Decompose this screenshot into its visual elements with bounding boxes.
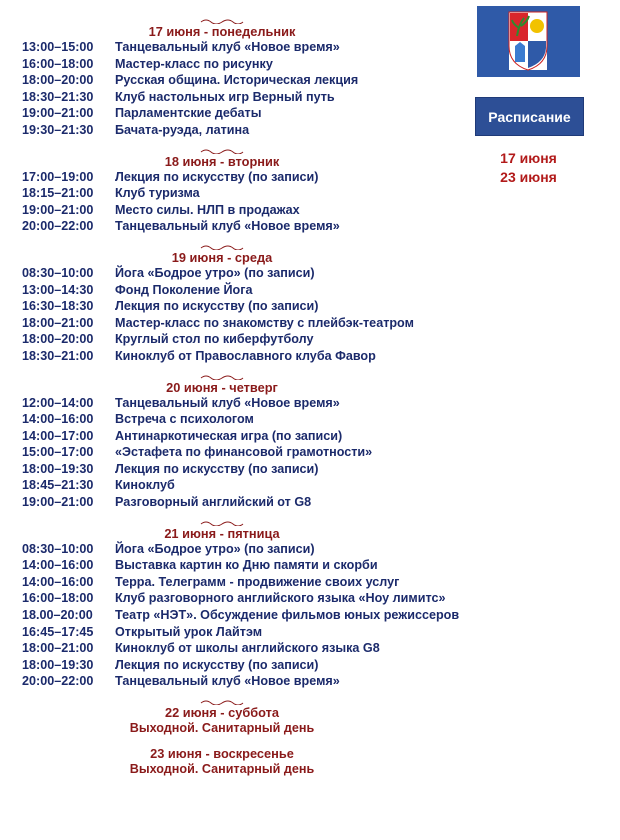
date-range	[475, 149, 582, 187]
event-time: 19:30–21:30	[22, 122, 94, 137]
event-row	[22, 411, 462, 428]
event-name: Открытый урок Лайтэм	[115, 624, 263, 639]
event-time: 18:00–21:00	[22, 315, 94, 330]
event-row	[22, 89, 462, 106]
event-row	[22, 574, 462, 591]
event-time: 18:00–19:30	[22, 657, 94, 672]
event-name: Киноклуб от Православного клуба Фавор	[115, 348, 376, 363]
event-time: 12:00–14:00	[22, 395, 94, 410]
day-note: Выходной. Санитарный день	[129, 721, 315, 735]
event-name: Танцевальный клуб «Новое время»	[115, 674, 340, 689]
event-name: Парламентские дебаты	[115, 106, 262, 121]
event-name: Киноклуб	[115, 478, 175, 493]
event-name: Круглый стол по киберфутболу	[115, 332, 314, 347]
day-title: 17 июня - понедельник	[148, 24, 296, 39]
event-row	[22, 348, 462, 365]
event-row	[22, 72, 462, 89]
day-header	[22, 244, 422, 265]
event-row	[22, 315, 462, 332]
day-note: Выходной. Санитарный день	[129, 762, 315, 776]
range-start: 17 июня	[500, 150, 557, 166]
event-name: Фонд Поколение Йога	[115, 282, 253, 297]
day-header	[22, 148, 422, 169]
event-name: Русская община. Историческая лекция	[115, 73, 359, 88]
event-time: 16:45–17:45	[22, 624, 94, 639]
event-row	[22, 590, 462, 607]
event-name: Лекция по искусству (по записи)	[115, 461, 319, 476]
sochi-coat-of-arms-icon	[477, 6, 580, 77]
event-time: 18:30–21:00	[22, 348, 94, 363]
event-name: Антинаркотическая игра (по записи)	[115, 428, 343, 443]
event-time: 08:30–10:00	[22, 541, 94, 556]
event-name: Мастер-класс по знакомству с плейбэк-театром	[115, 315, 414, 330]
event-time: 18:00–19:30	[22, 461, 94, 476]
event-row	[22, 640, 462, 657]
event-time: 16:30–18:30	[22, 299, 94, 314]
event-time: 14:00–17:00	[22, 428, 94, 443]
day-section	[22, 18, 462, 139]
day-header	[22, 374, 422, 395]
event-time: 20:00–22:00	[22, 219, 94, 234]
event-name: Клуб туризма	[115, 186, 200, 201]
event-name: Йога «Бодрое утро» (по записи)	[115, 265, 315, 280]
event-row	[22, 265, 462, 282]
event-name: Лекция по искусству (по записи)	[115, 169, 319, 184]
day-title: 18 июня - вторник	[164, 153, 280, 169]
event-time: 16:00–18:00	[22, 591, 94, 606]
event-name: Место силы. НЛП в продажах	[115, 202, 300, 217]
event-row	[22, 218, 462, 235]
event-time: 20:00–22:00	[22, 674, 94, 689]
event-time: 18:30–21:30	[22, 89, 94, 104]
event-row	[22, 122, 462, 139]
day-title: 19 июня - среда	[171, 249, 273, 265]
event-name: Танцевальный клуб «Новое время»	[115, 40, 340, 54]
event-row	[22, 673, 462, 690]
event-row	[22, 56, 462, 73]
event-row	[22, 494, 462, 511]
event-time: 18:00–20:00	[22, 73, 94, 88]
schedule-button[interactable]: Расписание	[475, 97, 584, 136]
event-time: 19:00–21:00	[22, 106, 94, 121]
event-time: 17:00–19:00	[22, 169, 94, 184]
event-time: 18:00–20:00	[22, 332, 94, 347]
event-row	[22, 541, 462, 558]
event-row	[22, 282, 462, 299]
event-name: Танцевальный клуб «Новое время»	[115, 395, 340, 410]
event-time: 08:30–10:00	[22, 265, 94, 280]
event-time: 13:00–15:00	[22, 40, 94, 54]
event-row	[22, 607, 462, 624]
event-time: 14:00–16:00	[22, 412, 94, 427]
event-time: 19:00–21:00	[22, 495, 94, 510]
event-row	[22, 395, 462, 412]
event-name: Лекция по искусству (по записи)	[115, 657, 319, 672]
event-name: Бачата-руэда, латина	[115, 122, 250, 137]
event-row	[22, 657, 462, 674]
event-name: Встреча с психологом	[115, 412, 254, 427]
event-name: Театр «НЭТ». Обсуждение фильмов юных режиссеров	[115, 608, 460, 623]
event-row	[22, 428, 462, 445]
event-time: 18:45–21:30	[22, 478, 94, 493]
event-time: 13:00–14:30	[22, 282, 94, 297]
day-header	[22, 746, 422, 761]
event-row	[22, 39, 462, 56]
event-row	[22, 105, 462, 122]
event-row	[22, 202, 462, 219]
event-row	[22, 624, 462, 641]
day-header	[22, 520, 422, 541]
day-section	[22, 520, 462, 690]
event-time: 18.00–20:00	[22, 608, 93, 623]
day-section	[22, 148, 462, 235]
event-row	[22, 557, 462, 574]
event-name: Йога «Бодрое утро» (по записи)	[115, 541, 315, 556]
event-name: Киноклуб от школы английского языка G8	[115, 641, 380, 656]
event-time: 14:00–16:00	[22, 574, 94, 589]
schedule	[22, 18, 462, 786]
event-name: Выставка картин ко Дню памяти и скорби	[115, 558, 378, 573]
event-row	[22, 169, 462, 186]
event-name: Разговорный английский от G8	[115, 495, 312, 510]
event-row	[22, 444, 462, 461]
event-name: «Эстафета по финансовой грамотности»	[115, 445, 373, 460]
event-name: Мастер-класс по рисунку	[115, 56, 273, 71]
day-title: 21 июня - пятница	[164, 525, 280, 541]
day-header	[22, 18, 422, 39]
event-row	[22, 185, 462, 202]
event-name: Клуб разговорного английского языка «Ноу лимитс»	[115, 591, 446, 606]
range-end: 23 июня	[500, 169, 557, 185]
event-name: Терра. Телеграмм - продвижение своих услуг	[115, 574, 400, 589]
event-time: 18:00–21:00	[22, 641, 94, 656]
event-time: 16:00–18:00	[22, 56, 94, 71]
event-row	[22, 461, 462, 478]
day-section	[22, 244, 462, 365]
event-row	[22, 477, 462, 494]
event-name: Танцевальный клуб «Новое время»	[115, 219, 340, 234]
event-time: 18:15–21:00	[22, 186, 94, 201]
event-time: 15:00–17:00	[22, 445, 94, 460]
event-name: Клуб настольных игр Верный путь	[115, 89, 335, 104]
day-section	[22, 374, 462, 511]
event-time: 19:00–21:00	[22, 202, 94, 217]
event-name: Лекция по искусству (по записи)	[115, 299, 319, 314]
day-header	[22, 699, 422, 720]
event-row	[22, 298, 462, 315]
day-title: 20 июня - четверг	[166, 379, 278, 395]
event-row	[22, 331, 462, 348]
weekend-section	[22, 699, 462, 777]
event-time: 14:00–16:00	[22, 558, 94, 573]
day-title: 23 июня - воскресенье	[150, 746, 294, 761]
day-title: 22 июня - суббота	[164, 705, 280, 720]
